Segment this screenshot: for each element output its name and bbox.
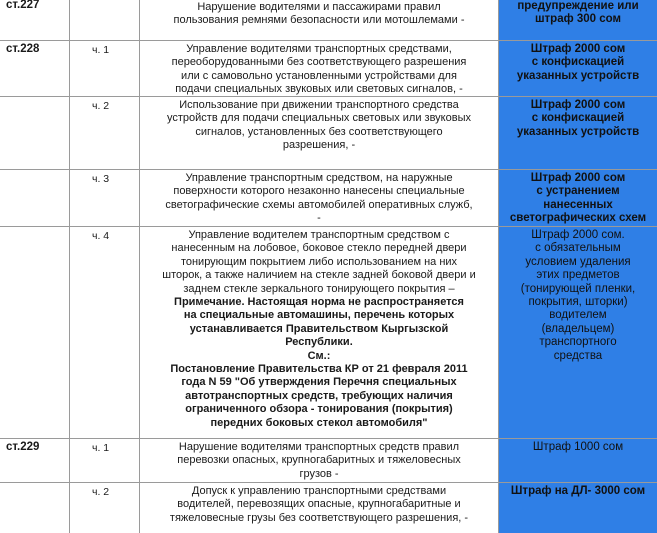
penalty-line: Штраф 2000 сом [530, 99, 626, 111]
note-line: года N 59 "Об утверждения Перечня специальных [181, 376, 457, 389]
penalty-line: с конфискацией [531, 56, 625, 69]
penalty-line: транспортного [539, 336, 617, 349]
description-cell [140, 97, 499, 170]
part-cell: ч. 1 [70, 439, 140, 483]
description-line: перевозки опасных, крупногабаритных и тяжеловесных [177, 454, 461, 467]
note-line: автотранспортных средств, требующих наличия [185, 389, 453, 402]
description-line: Нарушение водителями транспортных средств правил [178, 441, 460, 453]
description-cell [140, 483, 499, 533]
description-line: подачи специальных звуковых или световых сигналов, - [175, 83, 463, 96]
part-cell: ч. 1 [70, 41, 140, 97]
article-cell [0, 227, 70, 439]
description-line: Нарушение водителями и пассажирами правил [197, 1, 441, 13]
penalty-line: условием удаления [525, 255, 631, 268]
description-line: или с самовольно установленными устройствами для [181, 69, 457, 82]
penalty-line: (тонирующей пленки, [520, 282, 636, 295]
article-cell: ст.229 [0, 439, 70, 483]
penalty-line: покрытия, шторки) [528, 296, 628, 309]
description-line: Управление транспортным средством, на наружные [185, 172, 453, 184]
penalty-line: указанных устройств [516, 125, 640, 138]
description-line: переоборудованными без соответствующего разрешения [171, 56, 467, 69]
description-line: светографические схемы автомобилей оперативных служб, [165, 198, 473, 211]
table-row [0, 226, 657, 439]
table-row [0, 96, 657, 170]
penalty-line: с обязательным [535, 242, 621, 255]
part-cell: ч. 3 [70, 170, 140, 227]
article-cell: ст.228 [0, 41, 70, 97]
description-line: - [317, 212, 321, 225]
description-cell [140, 170, 499, 227]
note-line: Примечание. Настоящая норма не распространяется [174, 296, 464, 309]
penalty-line: (владельцем) [541, 322, 615, 335]
penalty-cell [499, 97, 657, 170]
article-cell [0, 170, 70, 227]
note-line: Постановление Правительства КР от 21 февраля 2011 [170, 363, 468, 376]
note-line: См.: [307, 349, 331, 362]
description-line: Использование при движении транспортного средства [179, 99, 459, 111]
penalty-line: нанесенных [543, 198, 613, 211]
penalty-line: Штраф на ДЛ- 3000 сом [510, 485, 646, 497]
description-line: Допуск к управлению транспортными средствами [191, 485, 447, 497]
table-row [0, 169, 657, 227]
penalty-line: Штраф 2000 сом. [531, 229, 625, 241]
penalty-line: этих предметов [536, 269, 620, 282]
penalty-cell [499, 170, 657, 227]
description-cell [140, 227, 499, 439]
penalty-cell [499, 41, 657, 97]
part-cell: ч. 4 [70, 227, 140, 439]
table-row [0, 438, 657, 483]
description-line: пользования ремнями безопасности или мотошлемами - [173, 14, 465, 27]
note-line: ограниченного обзора - тонирования (покрытия) [185, 403, 453, 416]
article-cell [0, 483, 70, 533]
description-line: водителей, перевозящих опасные, крупногабаритные и [177, 498, 461, 511]
note-line: передних боковых стекол автомобиля" [210, 416, 428, 429]
penalty-line: предупреждение или [517, 0, 639, 12]
description-line: грузов - [299, 467, 339, 480]
description-line: сигналов, установленных без соответствующего [195, 125, 443, 138]
penalty-line: водителем [549, 309, 607, 322]
description-line: Управление водителями транспортных средствами, [186, 43, 452, 55]
table-row [0, 0, 657, 40]
description-line: тяжеловесные грузы без соответствующего разрешения, - [169, 511, 469, 524]
table-row [0, 482, 657, 533]
part-cell [70, 0, 140, 40]
penalty-cell [499, 439, 657, 483]
penalty-line: средства [553, 349, 603, 362]
description-line: устройств для подачи специальных световых или звуковых [167, 112, 471, 125]
description-line: нанесенным на лобовое, боковое стекло передней двери [171, 242, 467, 255]
description-line: заднем стекле зеркального тонирующего покрытия – [183, 282, 455, 295]
article-cell [0, 97, 70, 170]
description-line: Управление водителем транспортным средством с [188, 229, 450, 241]
note-line: устанавливается Правительством Кыргызской [189, 322, 449, 335]
penalty-line: указанных устройств [516, 69, 640, 82]
description-cell [140, 41, 499, 97]
table-row [0, 40, 657, 97]
penalty-line: Штраф 2000 сом [530, 172, 626, 184]
penalty-cell [499, 0, 657, 40]
description-line: тонирующим покрытием либо использованием на них [180, 255, 458, 268]
description-line: разрешения, - [282, 139, 356, 152]
penalty-cell [499, 483, 657, 533]
penalty-cell [499, 227, 657, 439]
penalty-line: Штраф 1000 сом [532, 441, 624, 453]
description-line: поверхности которого незаконно нанесены специальные [173, 185, 465, 198]
penalty-line: с конфискацией [531, 112, 625, 125]
penalty-line: с устранением [536, 185, 620, 198]
note-line: на специальные автомашины, перечень которых [183, 309, 455, 322]
penalty-line: Штраф 2000 сом [530, 43, 626, 55]
note-line: Республики. [285, 336, 353, 349]
description-cell [140, 439, 499, 483]
part-cell: ч. 2 [70, 97, 140, 170]
penalty-line: светографических схем [509, 212, 647, 225]
article-cell: ст.227 [0, 0, 70, 40]
description-cell [140, 0, 499, 40]
part-cell: ч. 2 [70, 483, 140, 533]
penalty-line: штраф 300 сом [534, 13, 622, 26]
description-line: шторок, а также наличием на стекле задней боковой двери и [162, 269, 476, 282]
